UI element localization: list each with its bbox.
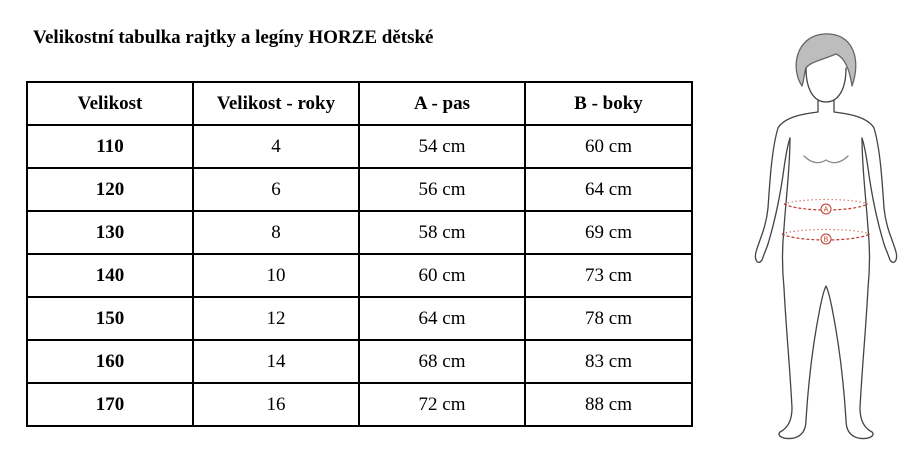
cell-size: 140 — [27, 254, 193, 297]
cell-age: 14 — [193, 340, 359, 383]
cell-hips: 69 cm — [525, 211, 692, 254]
table-row — [27, 297, 692, 340]
header-b-boky: B - boky — [525, 82, 692, 125]
cell-waist: 58 cm — [359, 211, 525, 254]
body-measurement-figure-icon — [740, 28, 910, 448]
cell-waist: 68 cm — [359, 340, 525, 383]
cell-hips: 73 cm — [525, 254, 692, 297]
page-title: Velikostní tabulka rajtky a legíny HORZE dětské — [33, 27, 434, 48]
cell-waist: 60 cm — [359, 254, 525, 297]
cell-hips: 64 cm — [525, 168, 692, 211]
table-row — [27, 211, 692, 254]
header-velikost-roky: Velikost - roky — [193, 82, 359, 125]
cell-age: 16 — [193, 383, 359, 426]
cell-hips: 83 cm — [525, 340, 692, 383]
table-row — [27, 254, 692, 297]
cell-age: 8 — [193, 211, 359, 254]
cell-waist: 54 cm — [359, 125, 525, 168]
table-row — [27, 168, 692, 211]
cell-age: 6 — [193, 168, 359, 211]
cell-size: 170 — [27, 383, 193, 426]
cell-hips: 88 cm — [525, 383, 692, 426]
marker-a-label: A — [823, 206, 829, 214]
cell-size: 160 — [27, 340, 193, 383]
cell-age: 12 — [193, 297, 359, 340]
header-velikost: Velikost — [27, 82, 193, 125]
cell-waist: 64 cm — [359, 297, 525, 340]
cell-hips: 78 cm — [525, 297, 692, 340]
cell-waist: 72 cm — [359, 383, 525, 426]
table-row — [27, 340, 692, 383]
table-row — [27, 125, 692, 168]
cell-age: 4 — [193, 125, 359, 168]
cell-waist: 56 cm — [359, 168, 525, 211]
cell-age: 10 — [193, 254, 359, 297]
marker-b-label: B — [823, 236, 829, 244]
cell-hips: 60 cm — [525, 125, 692, 168]
cell-size: 130 — [27, 211, 193, 254]
cell-size: 110 — [27, 125, 193, 168]
table-header-row — [27, 82, 692, 125]
size-table — [26, 81, 693, 427]
table-row — [27, 383, 692, 426]
cell-size: 150 — [27, 297, 193, 340]
header-a-pas: A - pas — [359, 82, 525, 125]
cell-size: 120 — [27, 168, 193, 211]
